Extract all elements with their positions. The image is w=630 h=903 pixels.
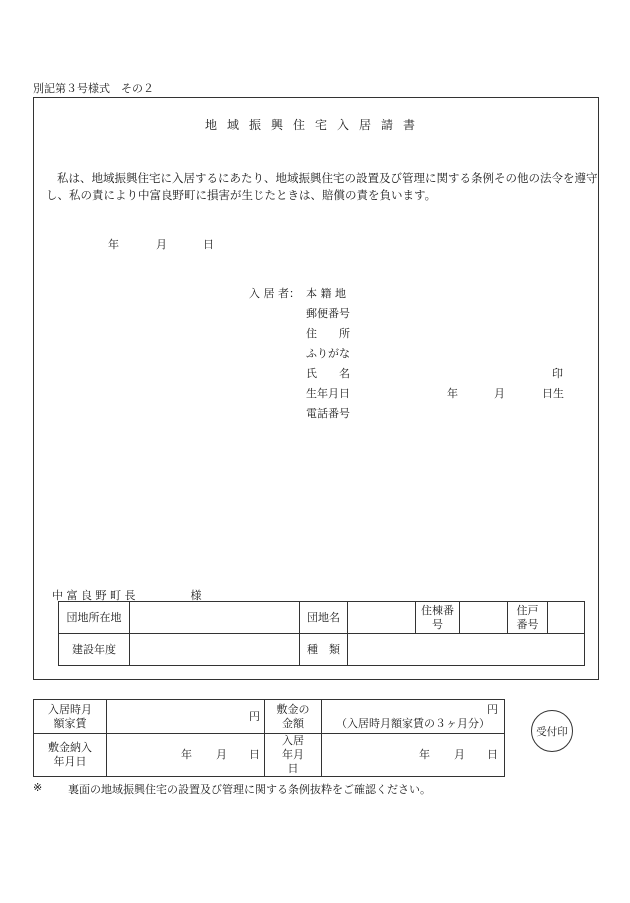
deposit-paid-date-field[interactable] [107,734,265,777]
footnote-text: 裏面の地域振興住宅の設置及び管理に関する条例抜粋をご確認ください。 [68,783,431,796]
deposit-paid-year: 年 [181,748,192,761]
birth-year-label: 年 [447,387,458,400]
furigana-label: ふりがな [306,347,350,360]
pledge-body: 私は、地域振興住宅に入居するにあたり、地域振興住宅の設置及び管理に関する条例その他の法令を遵守し、私の責により中富良野町に損害が生じたときは、賠償の責を負います。 [46,171,598,202]
form-title: 地域振興住宅入居請書 [204,118,425,132]
complex-name-field[interactable] [348,602,416,634]
unit-number-label: 住戸番号 [508,602,548,634]
deposit-paid-month: 月 [216,748,227,761]
fee-table [33,699,505,777]
move-in-date-field[interactable] [322,734,505,777]
form-number-label: 別記第３号様式 その２ [33,82,154,95]
applicant-heading: 入 居 者： [249,287,300,300]
complex-location-field[interactable] [130,602,300,634]
deposit-note: （入居時月額家賃の３ヶ月分） [336,716,490,730]
addressee: 中 富 良 野 町 長 様 [52,589,202,602]
date-month-label: 月 [156,238,167,251]
deposit-paid-day: 日 [249,748,260,761]
building-number-field[interactable] [460,602,508,634]
monthly-rent-field[interactable] [107,700,265,734]
kind-field[interactable] [348,634,585,666]
name-label: 氏 名 [306,367,350,380]
footnote-mark: ※ [33,781,43,794]
housing-table [58,601,585,666]
seal-mark: 印 [552,367,563,380]
deposit-amount-label: 敷金の金額 [265,700,322,734]
build-year-label: 建設年度 [59,634,130,666]
birth-day-label: 日生 [542,387,564,400]
birthdate-label: 生年月日 [306,387,350,400]
build-year-field[interactable] [130,634,300,666]
deposit-amount-field[interactable] [322,700,505,734]
rent-yen-unit: 円 [249,709,260,723]
date-day-label: 日 [203,238,214,251]
unit-number-field[interactable] [548,602,585,634]
date-year-label: 年 [108,238,119,251]
complex-name-label: 団地名 [300,602,348,634]
deposit-yen-unit: 円 [487,702,498,716]
move-in-year: 年 [419,748,430,761]
deposit-paid-date-label: 敷金納入年月日 [34,734,107,777]
reception-stamp: 受付印 [531,710,573,752]
kind-label: 種 類 [300,634,348,666]
move-in-date-label: 入居年月日 [265,734,322,777]
birth-month-label: 月 [494,387,505,400]
complex-location-label: 団地所在地 [59,602,130,634]
monthly-rent-label: 入居時月額家賃 [34,700,107,734]
move-in-month: 月 [454,748,465,761]
postal-code-label: 郵便番号 [306,307,350,320]
building-number-label: 住棟番号 [416,602,460,634]
phone-label: 電話番号 [306,407,350,420]
registered-domicile-label: 本 籍 地 [306,287,346,300]
move-in-day: 日 [487,748,498,761]
address-label: 住 所 [306,327,350,340]
pledge-text [46,170,602,204]
